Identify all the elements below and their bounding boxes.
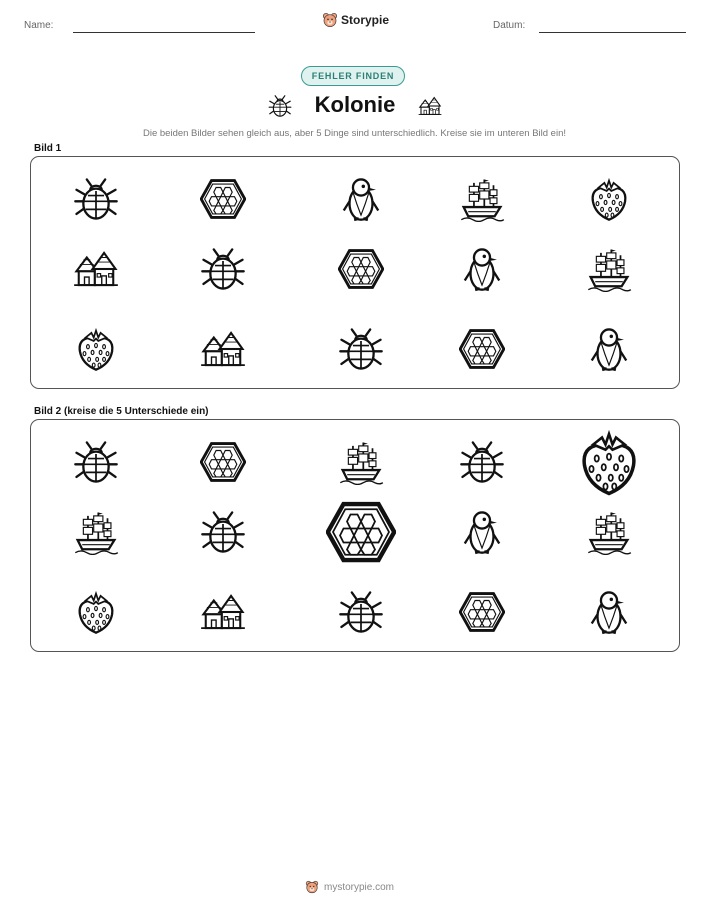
penguin-icon: [586, 589, 632, 635]
date-line[interactable]: [539, 32, 686, 33]
page-title: Kolonie: [314, 92, 396, 117]
picture-cell[interactable]: [338, 176, 384, 222]
picture-cell[interactable]: [586, 246, 632, 292]
beetle-icon: [459, 439, 505, 485]
picture-cell[interactable]: [200, 326, 246, 372]
ship-icon: [73, 509, 119, 555]
penguin-icon: [586, 326, 632, 372]
picture-cell[interactable]: [459, 246, 505, 292]
strawberry-icon: [574, 427, 644, 497]
honeycomb-icon: [459, 589, 505, 635]
footer-site[interactable]: mystorypie.com: [324, 881, 395, 893]
activity-badge: FEHLER FINDEN: [301, 66, 405, 86]
honeycomb-icon: [200, 439, 246, 485]
picture-cell[interactable]: [200, 439, 246, 485]
picture-2-label: Bild 2 (kreise die 5 Unterschiede ein): [34, 406, 209, 417]
beetle-icon: [73, 439, 119, 485]
beetle-icon: [200, 246, 246, 292]
picture-cell[interactable]: [73, 509, 119, 555]
picture-cell[interactable]: [586, 589, 632, 635]
huts-icon: [416, 94, 444, 118]
picture-cell[interactable]: [73, 246, 119, 292]
ship-icon: [586, 246, 632, 292]
picture-2-panel[interactable]: [30, 419, 680, 652]
penguin-icon: [338, 176, 384, 222]
date-label: Datum:: [493, 20, 526, 31]
picture-cell[interactable]: [586, 176, 632, 222]
picture-cell[interactable]: [459, 589, 505, 635]
ship-icon: [338, 439, 384, 485]
picture-cell[interactable]: [200, 509, 246, 555]
penguin-icon: [459, 509, 505, 555]
picture-cell[interactable]: [459, 176, 505, 222]
footer: [305, 880, 394, 894]
picture-cell[interactable]: [586, 509, 632, 555]
penguin-icon: [459, 246, 505, 292]
strawberry-icon: [586, 176, 632, 222]
picture-cell[interactable]: [73, 176, 119, 222]
name-label: Name:: [24, 20, 54, 31]
picture-cell[interactable]: [338, 589, 384, 635]
picture-1-panel: [30, 156, 680, 389]
huts-icon: [73, 246, 119, 292]
beetle-icon: [338, 589, 384, 635]
ship-icon: [459, 176, 505, 222]
honeycomb-icon: [459, 326, 505, 372]
picture-cell[interactable]: [200, 589, 246, 635]
honeycomb-icon: [200, 176, 246, 222]
picture-cell[interactable]: [459, 439, 505, 485]
beetle-icon: [200, 509, 246, 555]
picture-cell[interactable]: [73, 589, 119, 635]
name-line[interactable]: [73, 32, 255, 33]
picture-cell[interactable]: [338, 246, 384, 292]
bear-icon: [322, 12, 338, 28]
picture-cell[interactable]: [326, 497, 396, 567]
ship-icon: [586, 509, 632, 555]
beetle-icon: [338, 326, 384, 372]
instructions: Die beiden Bilder sehen gleich aus, aber 5 Dinge sind unterschiedlich. Kreise sie im unteren Bild ein!: [143, 128, 566, 139]
picture-cell[interactable]: [338, 326, 384, 372]
honeycomb-icon: [326, 497, 396, 567]
huts-icon: [200, 326, 246, 372]
brand-logo: [322, 12, 389, 28]
picture-cell[interactable]: [200, 176, 246, 222]
honeycomb-icon: [338, 246, 384, 292]
picture-cell[interactable]: [459, 326, 505, 372]
picture-cell[interactable]: [73, 439, 119, 485]
picture-1-label: Bild 1: [34, 143, 62, 154]
picture-cell[interactable]: [338, 439, 384, 485]
picture-cell[interactable]: [459, 509, 505, 555]
picture-cell[interactable]: [73, 326, 119, 372]
huts-icon: [200, 589, 246, 635]
bear-icon: [305, 880, 319, 894]
beetle-icon: [268, 94, 292, 118]
strawberry-icon: [73, 326, 119, 372]
picture-cell[interactable]: [200, 246, 246, 292]
beetle-icon: [73, 176, 119, 222]
picture-cell[interactable]: [586, 326, 632, 372]
strawberry-icon: [73, 589, 119, 635]
brand-name: Storypie: [341, 13, 390, 27]
picture-cell[interactable]: [574, 427, 644, 497]
